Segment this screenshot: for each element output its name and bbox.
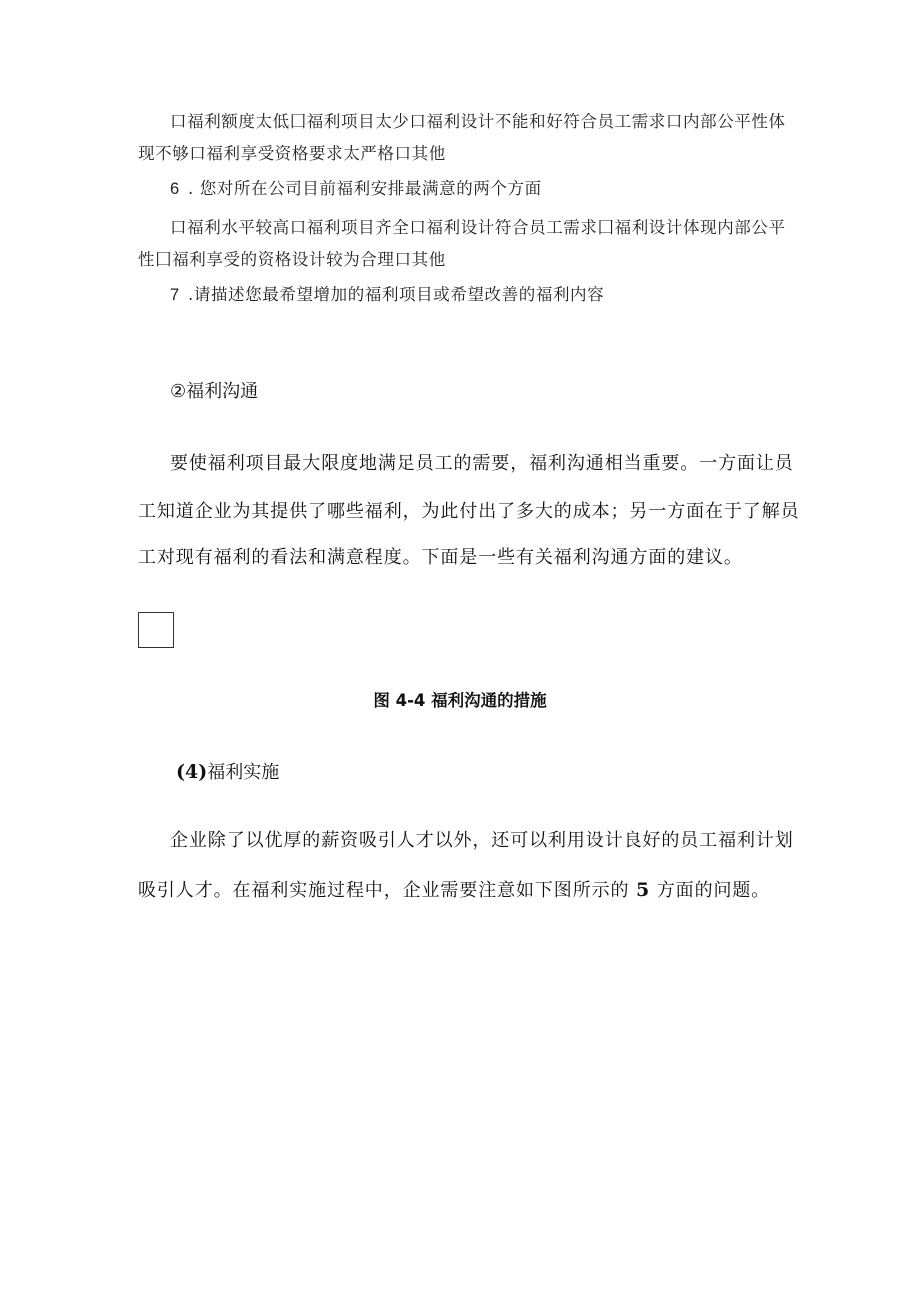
- communication-paragraph-line-1: 要使福利项目最大限度地满足员工的需要，福利沟通相当重要。一方面让员: [170, 453, 794, 474]
- section-heading-implementation: [176, 763, 279, 782]
- question-6: [170, 181, 542, 198]
- communication-paragraph-line-2: 工知道企业为其提供了哪些福利，为此付出了多大的成本；另一方面在于了解员: [138, 501, 800, 522]
- q6-options-line-2: 性囗福利享受的资格设计较为合理口其他: [138, 250, 446, 269]
- section-heading-number: (4): [176, 761, 208, 783]
- q6-options-line-1: 口福利水平较高口福利项目齐全口福利设计符合员工需求囗福利设计体现内部公平: [170, 218, 786, 237]
- implementation-count-number: 5: [636, 879, 651, 901]
- q5-options-line-2: 现不够口福利享受资格要求太严格口其他: [138, 144, 446, 163]
- communication-paragraph-line-3: 工对现有福利的看法和满意程度。下面是一些有关福利沟通方面的建议。: [138, 547, 743, 568]
- section-heading-communication: ②福利沟通: [170, 381, 259, 402]
- question-6-text: . 您对所在公司目前福利安排最满意的两个方面: [188, 179, 542, 198]
- implementation-line-2-suffix: 方面的问题。: [650, 880, 771, 901]
- q5-options-line-1: 口福利额度太低囗福利项目太少口福利设计不能和好符合员工需求口内部公平性体: [170, 112, 786, 131]
- section-heading-text: 福利实施: [207, 762, 280, 783]
- question-7-text: .请描述您最希望增加的福利项目或希望改善的福利内容: [188, 285, 605, 304]
- question-7-number: 7: [170, 286, 180, 304]
- question-6-number: 6: [170, 180, 180, 198]
- implementation-paragraph-line-2: [138, 881, 770, 900]
- question-7: [170, 287, 604, 304]
- implementation-paragraph-line-1: 企业除了以优厚的薪资吸引人才以外，还可以利用设计良好的员工福利计划: [170, 830, 794, 851]
- figure-placeholder-image: [138, 612, 174, 648]
- implementation-line-2-prefix: 吸引人才。在福利实施过程中，企业需要注意如下图所示的: [138, 880, 637, 901]
- figure-caption: 图 4-4 福利沟通的措施: [373, 691, 547, 710]
